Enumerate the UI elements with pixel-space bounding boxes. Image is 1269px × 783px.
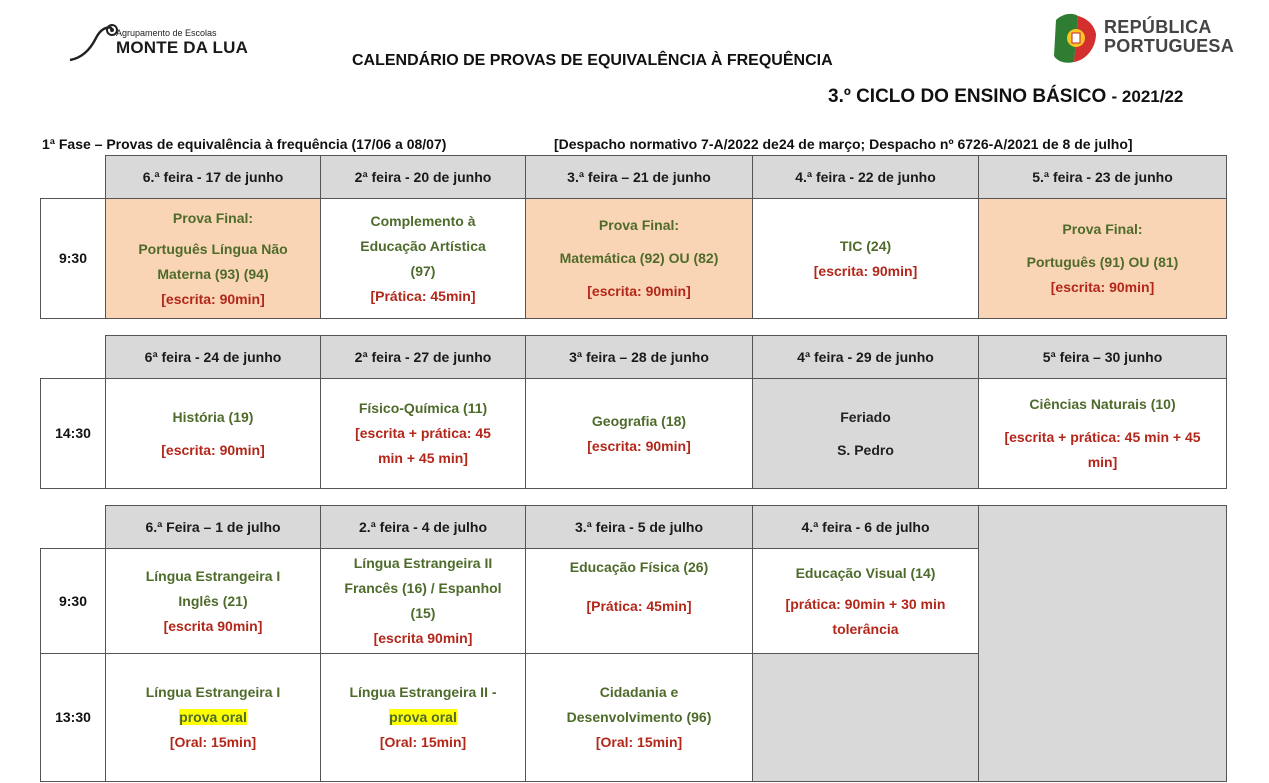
republica-logo [1052, 12, 1242, 66]
exam-duration: [escrita: 90min] [587, 437, 691, 454]
exam-cell [321, 379, 526, 489]
empty-corner [41, 336, 106, 379]
oral-exam-highlight: prova oral [389, 709, 457, 725]
exam-cell [526, 199, 753, 319]
exam-cell [321, 549, 526, 654]
legal-reference: [Despacho normativo 7-A/2022 de24 de março; Despacho nº 6726-A/2021 de 8 de julho] [554, 136, 1133, 152]
republica-text [1104, 18, 1234, 56]
exam-label: Prova Final: [1062, 221, 1143, 237]
exam-subject: Educação Artística [360, 237, 486, 254]
exam-cell [753, 199, 979, 319]
exam-subject: Ciências Naturais (10) [1029, 396, 1176, 412]
exam-cell [526, 549, 753, 654]
day-header: 4ª feira - 29 de junho [753, 336, 979, 379]
logo-title: MONTE DA LUA [116, 38, 249, 57]
exam-subject: Materna (93) (94) [157, 265, 269, 282]
exam-subject: Língua Estrangeira II [353, 555, 493, 571]
exam-subject: Complemento à [370, 212, 476, 229]
day-header: 4.ª feira - 22 de junho [753, 156, 979, 199]
phase-label: 1ª Fase – Provas de equivalência à frequência (17/06 a 08/07) [42, 136, 447, 152]
day-header: 6ª feira - 24 de junho [106, 336, 321, 379]
exam-duration: [escrita: 90min] [1050, 279, 1155, 295]
exam-subject: Matemática (92) OU (82) [559, 250, 719, 266]
empty-corner [41, 506, 106, 549]
exam-subject: Português Língua Não [138, 240, 288, 257]
exam-cell [106, 654, 321, 782]
exam-duration: min] [1087, 454, 1118, 470]
exam-subject: Geografia (18) [591, 412, 687, 429]
school-logo [68, 20, 268, 64]
exam-duration: tolerância [832, 620, 899, 637]
exam-duration: min + 45 min] [378, 450, 468, 466]
exam-duration: [escrita: 90min] [587, 283, 691, 299]
exam-cell [526, 379, 753, 489]
republica-line2: PORTUGUESA [1104, 36, 1235, 56]
exam-subject: Educação Visual (14) [795, 564, 936, 581]
exam-cell [106, 379, 321, 489]
exam-cell [106, 199, 321, 319]
cycle-name: 3.º CICLO DO ENSINO BÁSICO [828, 86, 1107, 107]
empty-grey-cell [979, 506, 1227, 782]
day-header: 6.ª feira - 17 de junho [106, 156, 321, 199]
day-header: 5.ª feira - 23 de junho [979, 156, 1227, 199]
day-header: 4.ª feira - 6 de julho [753, 506, 979, 549]
cycle-title [828, 86, 1183, 108]
exam-subject: Físico-Química (11) [358, 400, 488, 416]
exam-label: Prova Final: [598, 217, 680, 233]
school-logo-icon [68, 20, 118, 64]
exam-subject: Língua Estrangeira I [145, 684, 281, 700]
empty-grey-cell [753, 654, 979, 782]
exam-subject: Língua Estrangeira II - [349, 684, 497, 700]
exam-subject: Português (91) OU (81) [1026, 254, 1179, 270]
schedule-week-3 [40, 505, 1227, 782]
oral-exam-highlight: prova oral [179, 709, 247, 725]
exam-duration: [escrita: 90min] [161, 441, 265, 458]
exam-subject: (97) [410, 262, 436, 279]
exam-cell [979, 199, 1227, 319]
exam-duration: [escrita + prática: 45 min + 45 [1004, 429, 1201, 445]
exam-duration: [Oral: 15min] [379, 734, 467, 750]
republica-line1: REPÚBLICA [1104, 17, 1212, 37]
time-slot: 9:30 [41, 199, 106, 319]
schedule-week-1 [40, 155, 1227, 319]
logo-subtitle: Agrupamento de Escolas [116, 28, 217, 38]
time-slot: 9:30 [41, 549, 106, 654]
school-year: - 2021/22 [1111, 87, 1184, 106]
exam-cell [106, 549, 321, 654]
exam-subject: TIC (24) [839, 237, 892, 254]
exam-duration: [escrita: 90min] [813, 262, 918, 279]
exam-duration: [escrita: 90min] [161, 290, 265, 307]
exam-duration: [Prática: 45min] [586, 598, 692, 614]
holiday-cell [753, 379, 979, 489]
document-title: CALENDÁRIO DE PROVAS DE EQUIVALÊNCIA À FREQUÊNCIA [352, 52, 833, 69]
day-header: 3ª feira – 28 de junho [526, 336, 753, 379]
exam-label: Prova Final: [172, 209, 254, 226]
exam-subject: Língua Estrangeira I [145, 567, 281, 584]
schedule-week-2 [40, 335, 1227, 489]
time-slot: 14:30 [41, 379, 106, 489]
exam-duration: [Prática: 45min] [370, 287, 476, 304]
day-header: 2ª feira - 27 de junho [321, 336, 526, 379]
exam-subject: História (19) [172, 408, 254, 425]
exam-cell [321, 199, 526, 319]
day-header: 2.ª feira - 4 de julho [321, 506, 526, 549]
day-header: 3.ª feira – 21 de junho [526, 156, 753, 199]
exam-subject: (15) [410, 605, 436, 621]
exam-duration: [prática: 90min + 30 min [785, 595, 946, 612]
day-header: 6.ª Feira – 1 de julho [106, 506, 321, 549]
exam-duration: [Oral: 15min] [595, 734, 683, 750]
exam-cell [526, 654, 753, 782]
exam-cell [979, 379, 1227, 489]
exam-subject: Educação Física (26) [569, 559, 709, 575]
exam-subject: Desenvolvimento (96) [566, 709, 712, 725]
day-header: 2ª feira - 20 de junho [321, 156, 526, 199]
exam-duration: [escrita 90min] [163, 617, 263, 634]
portugal-flag-icon [1052, 12, 1098, 66]
exam-subject: Francês (16) / Espanhol [344, 580, 502, 596]
holiday-label: Feriado [840, 408, 891, 425]
time-slot: 13:30 [41, 654, 106, 782]
exam-duration: [Oral: 15min] [169, 734, 257, 750]
exam-subject: Cidadania e [599, 684, 679, 700]
empty-corner [41, 156, 106, 199]
day-header: 5ª feira – 30 junho [979, 336, 1227, 379]
exam-duration: [escrita + prática: 45 [355, 425, 491, 441]
exam-cell [321, 654, 526, 782]
exam-subject: Inglês (21) [178, 592, 248, 609]
day-header: 3.ª feira - 5 de julho [526, 506, 753, 549]
exam-cell [753, 549, 979, 654]
holiday-name: S. Pedro [837, 441, 894, 458]
exam-duration: [escrita 90min] [373, 630, 473, 646]
